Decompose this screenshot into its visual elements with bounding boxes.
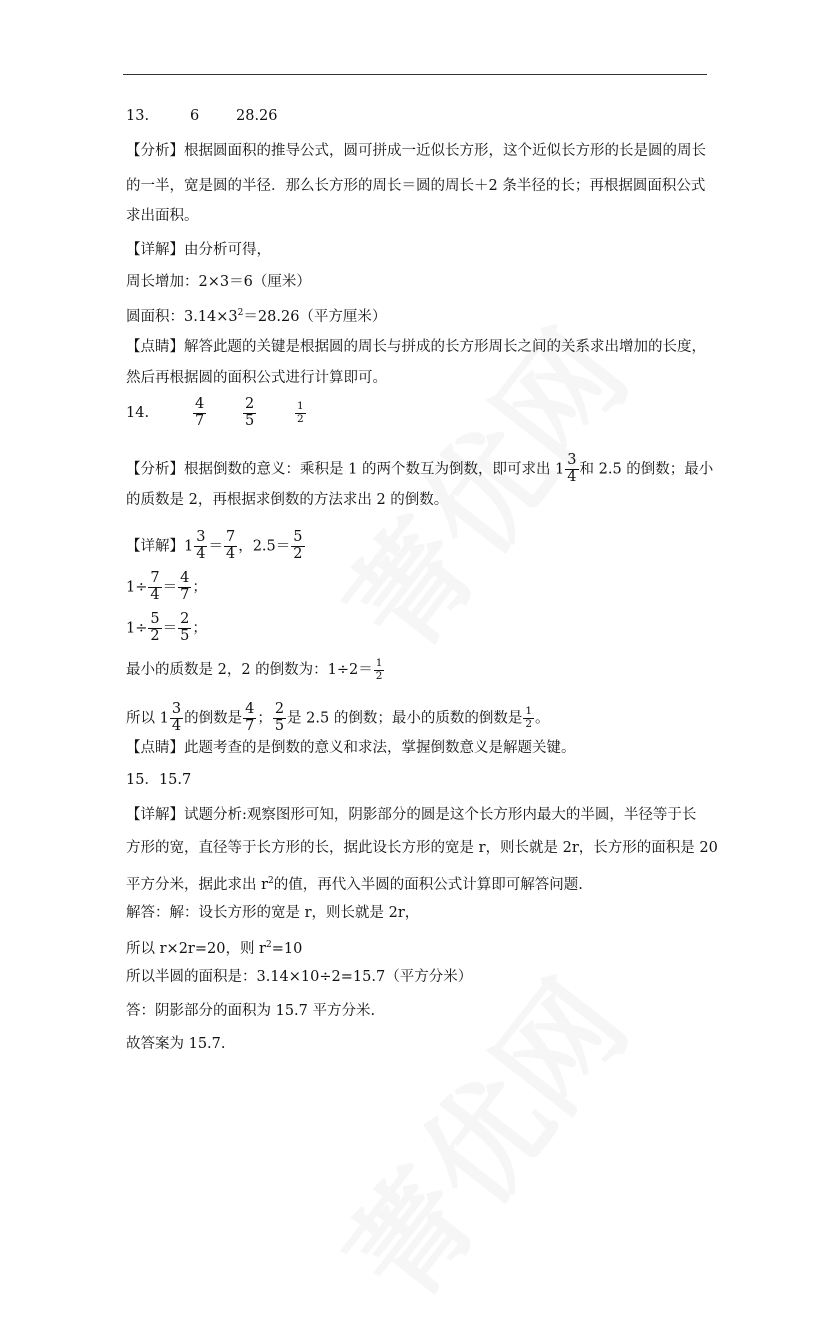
q13-detail: 【详解】由分析可得，: [126, 242, 271, 258]
q14-mixed-fraction: $\frac{3}{4}$: [567, 452, 577, 485]
q13-answer-2: 28.26: [236, 108, 278, 124]
q15-s2-pre: 所以 r×2r=20，则 r: [126, 940, 266, 957]
q14-concl-half: $\frac{1}{2}$: [525, 705, 533, 730]
q14-detail-label: 【详解】1: [126, 538, 194, 555]
q15-solution-5: 故答案为 15.7.: [126, 1036, 226, 1052]
q14-analysis-1: [126, 453, 713, 486]
q14-detail-3: [126, 612, 207, 645]
q14-half: $\frac{1}{2}$: [375, 657, 383, 682]
q15-solution-3: 所以半圆的面积是：3.14×10÷2=15.7（平方分米）: [126, 969, 473, 985]
q14-smallest-prime: [126, 658, 385, 682]
q14-concl-end: 。: [535, 710, 550, 727]
q15-solution-4: 答：阴影部分的面积为 15.7 平方分米.: [126, 1003, 376, 1019]
q13-area: [126, 303, 386, 327]
q14-concl-a: 的倒数是: [184, 710, 243, 727]
q14-answer-1: $\frac{4}{7}$: [195, 396, 205, 429]
q13-area-post: ＝28.26（平方厘米）: [243, 308, 387, 325]
q13-perimeter: 周长增加：2×3＝6（厘米）: [126, 274, 311, 290]
q14-answer-3: $\frac{1}{2}$: [297, 400, 304, 425]
q14-concl-two-five: $\frac{2}{5}$: [274, 701, 285, 734]
q13-answer: [126, 106, 278, 126]
q14-number: 14.: [126, 405, 150, 421]
q14-analysis-1-pre: 【分析】根据倒数的意义：乘积是 1 的两个数互为倒数，即可求出 1: [126, 461, 565, 478]
q14-comment: 【点睛】此题考查的是倒数的意义和求法，掌握倒数意义是解题关键。: [126, 740, 576, 756]
q14-detail-seven-four: $\frac{7}{4}$: [225, 529, 236, 562]
q15-detail-3: [126, 871, 583, 895]
q15-d3-post: 的值，再代入半圆的面积公式计算即可解答问题.: [273, 876, 583, 893]
q14-analysis-1-post: 和 2.5 的倒数；最小: [579, 461, 714, 478]
q15-answer: 15．15.7: [126, 772, 192, 788]
q14-smallest-text: 最小的质数是 2，2 的倒数为：1÷2＝: [126, 662, 373, 679]
q14-concl-four-seven: $\frac{4}{7}$: [245, 701, 255, 734]
q14-div-seven-four: $\frac{7}{4}$: [150, 570, 160, 603]
q15-s2-post: =10: [271, 940, 303, 957]
header-rule: [123, 74, 707, 75]
q13-answer-1: 6: [190, 108, 200, 124]
q14-detail-1: [126, 530, 306, 563]
q14-analysis-2: 的质数是 2，再根据求倒数的方法求出 2 的倒数。: [126, 492, 449, 508]
q13-area-sup: 2: [237, 308, 244, 318]
q13-area-pre: 圆面积：3.14×3: [126, 308, 238, 325]
q15-solution-1: 解答：解：设长方形的宽是 r，则长就是 2r，: [126, 905, 420, 921]
q13-analysis-2: 的一半，宽是圆的半径．那么长方形的周长＝圆的周长＋2 条半径的长；再根据圆面积公式: [126, 178, 706, 194]
q15-s2-sup: 2: [266, 940, 272, 950]
q13-number: 13.: [126, 108, 150, 124]
q14-concl-b: ；: [257, 710, 272, 727]
watermark: [301, 941, 658, 1331]
q14-concl-c: 是 2.5 的倒数；最小的质数的倒数是: [287, 710, 523, 727]
q14-div-semicolon: ；: [192, 579, 207, 596]
q14-concl-pre: 所以 1: [126, 710, 169, 727]
q14-div-eq: ＝: [162, 579, 178, 596]
q14-div2-pre: 1÷: [126, 620, 148, 637]
q15-d3-pre: 平方分米，据此求出 r: [126, 876, 269, 893]
q14-concl-mixed: $\frac{3}{4}$: [171, 701, 182, 734]
q14-answer: [126, 396, 304, 429]
q14-div2-semicolon: ；: [192, 620, 207, 637]
q13-analysis-1: 【分析】根据圆面积的推导公式，圆可拼成一近似长方形，这个近似长方形的长是圆的周长: [126, 143, 706, 159]
q14-detail-mid: ，2.5＝: [238, 538, 291, 555]
q14-div2-eq: ＝: [162, 620, 178, 637]
q14-div-four-seven: $\frac{4}{7}$: [180, 570, 190, 603]
q13-comment-1: 【点睛】解答此题的关键是根据圆的周长与拼成的长方形周长之间的关系求出增加的长度，: [126, 339, 706, 355]
q13-analysis-3: 求出面积。: [126, 208, 199, 224]
q14-detail-eq: ＝: [208, 538, 223, 555]
q14-div2-two-five: $\frac{2}{5}$: [180, 611, 190, 644]
q14-div2-five-two: $\frac{5}{2}$: [150, 611, 160, 644]
q15-detail-2: 方形的宽，直径等于长方形的长，据此设长方形的宽是 r，则长就是 2r，长方形的面积是 20: [126, 840, 718, 856]
q14-detail-2: [126, 571, 207, 604]
q14-detail-mixed: $\frac{3}{4}$: [196, 529, 206, 562]
q13-comment-2: 然后再根据圆的面积公式进行计算即可。: [126, 370, 387, 386]
q14-conclusion: [126, 702, 550, 735]
q14-detail-five-two: $\frac{5}{2}$: [293, 529, 303, 562]
q15-d3-sup: 2: [268, 876, 274, 886]
q14-div-pre: 1÷: [126, 579, 148, 596]
q14-answer-2: $\frac{2}{5}$: [245, 396, 255, 429]
q15-detail-1: 【详解】试题分析:观察图形可知，阴影部分的圆是这个长方形内最大的半圆，半径等于长: [126, 807, 697, 823]
q15-solution-2: [126, 935, 302, 959]
